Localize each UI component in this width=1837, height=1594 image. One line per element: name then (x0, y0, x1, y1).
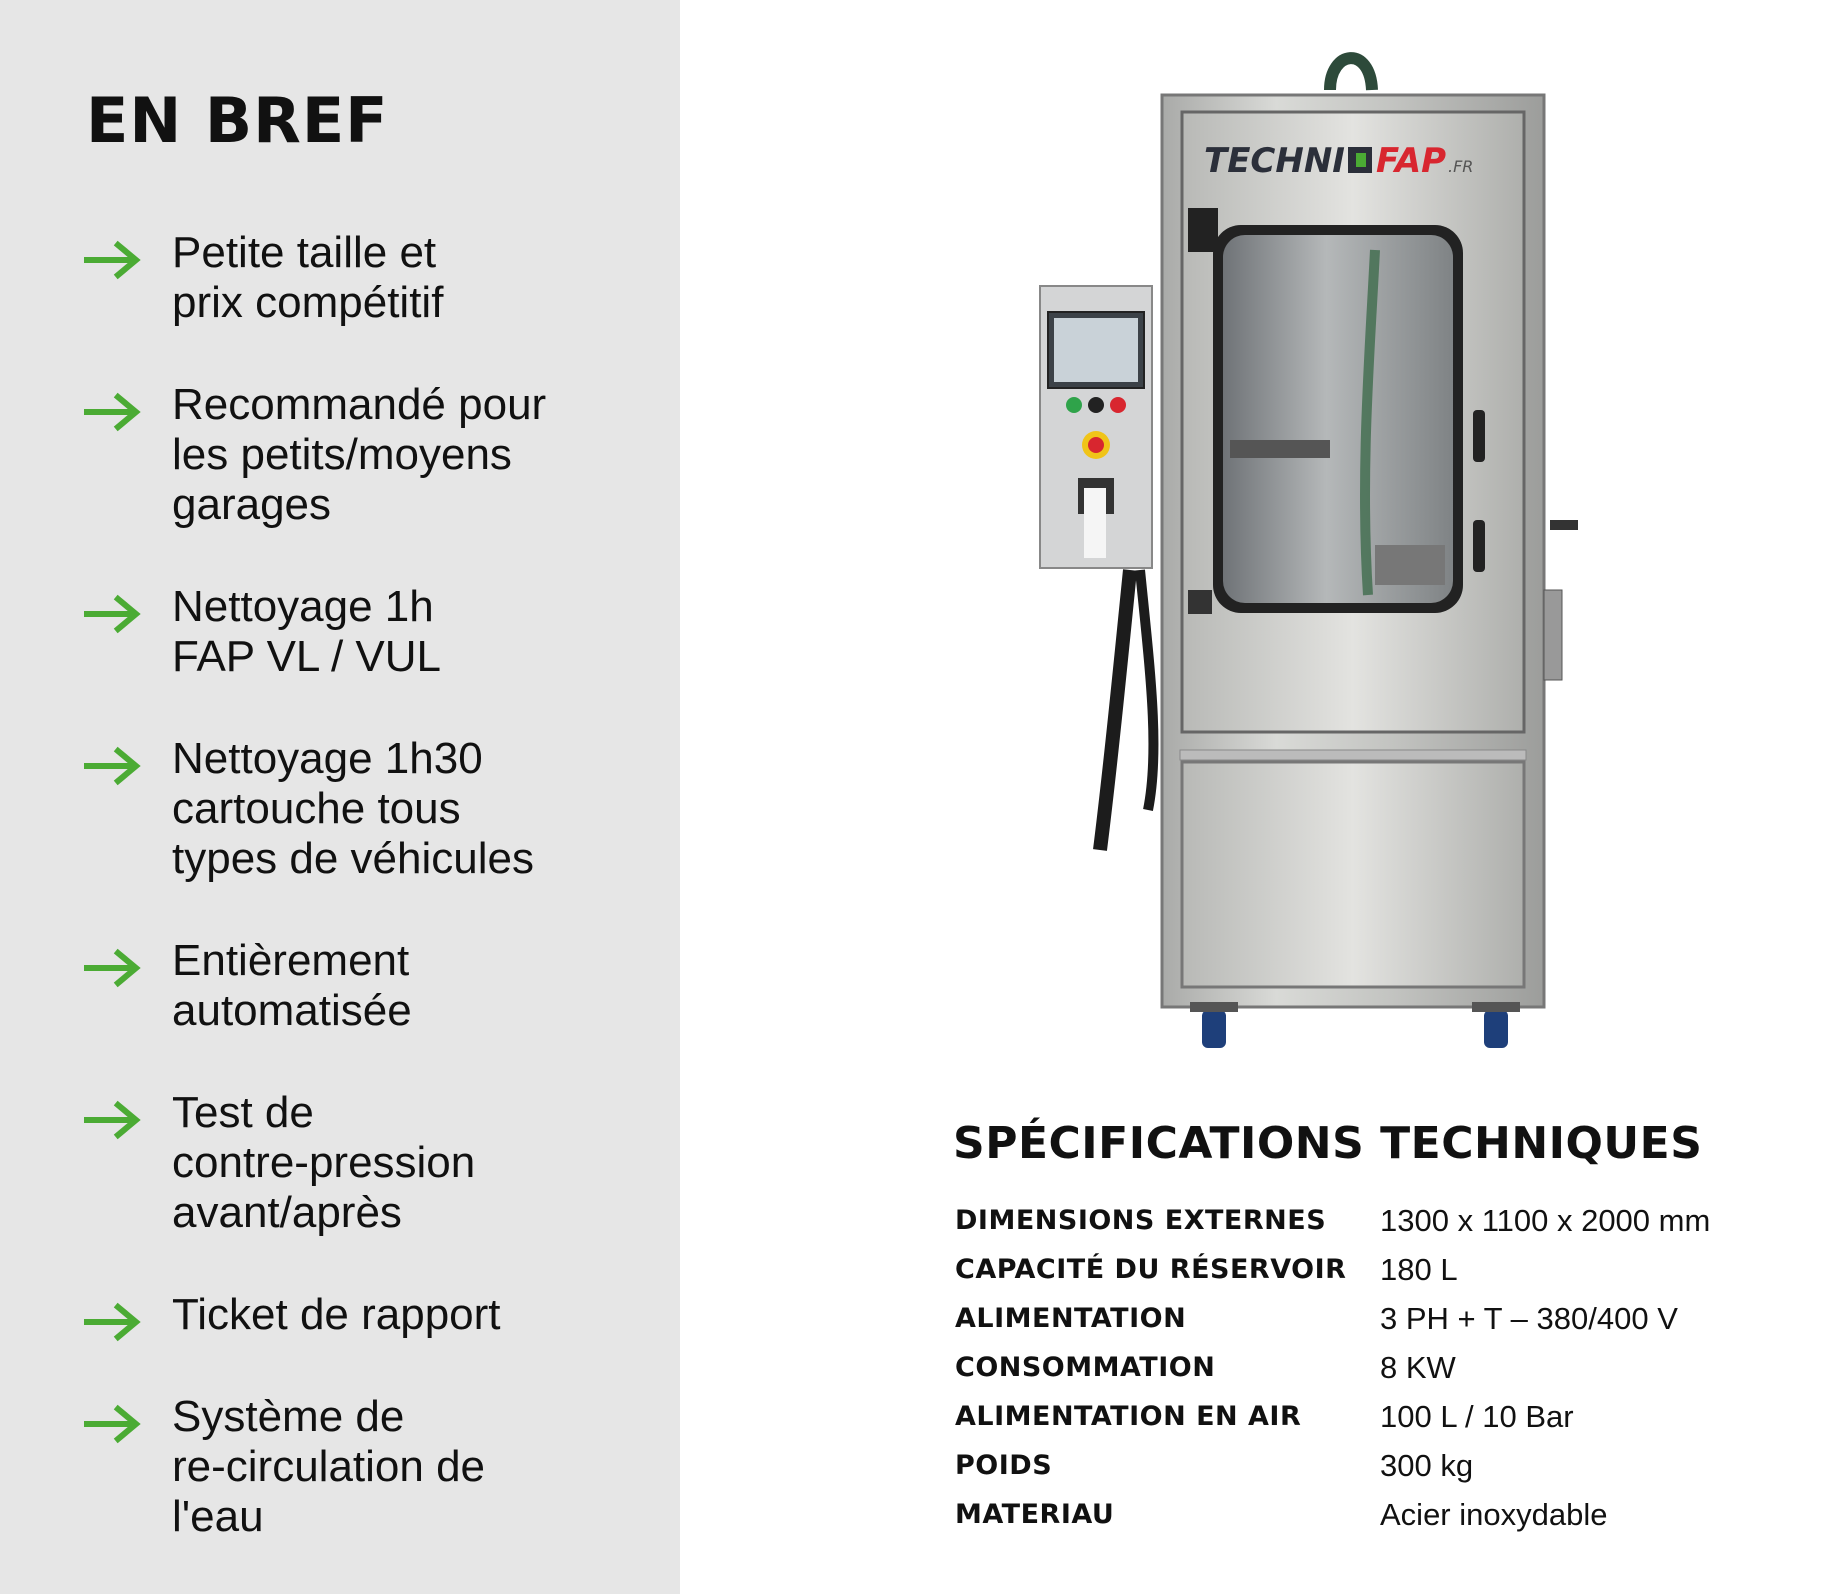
feature-item (84, 1290, 644, 1342)
feature-text: Test de contre-pression avant/après (172, 1088, 476, 1237)
feature-item (84, 228, 644, 328)
machine-image (1030, 50, 1590, 1070)
spec-row (955, 1245, 1795, 1294)
spec-row (955, 1196, 1795, 1245)
feature-text: Nettoyage 1h30 cartouche tous types de véhicules (172, 734, 534, 883)
feature-item (84, 1392, 644, 1542)
spec-value: 8 KW (1380, 1349, 1456, 1385)
spec-label: POIDS (955, 1450, 1053, 1481)
specs-title: SPÉCIFICATIONS TECHNIQUES (953, 1118, 1703, 1169)
spec-value: 1300 x 1100 x 2000 mm (1380, 1202, 1711, 1238)
arrow-right-icon (84, 392, 142, 432)
left-title: EN BREF (86, 84, 389, 157)
spec-row (955, 1392, 1795, 1441)
feature-item (84, 1088, 644, 1238)
spec-value: 100 L / 10 Bar (1380, 1398, 1574, 1434)
spec-label: ALIMENTATION EN AIR (955, 1401, 1302, 1432)
arrow-right-icon (84, 746, 142, 786)
arrow-right-icon (84, 240, 142, 280)
feature-text: Ticket de rapport (172, 1290, 501, 1339)
spec-value: Acier inoxydable (1380, 1496, 1608, 1532)
feature-item (84, 936, 644, 1036)
spec-row (955, 1343, 1795, 1392)
spec-label: CONSOMMATION (955, 1352, 1216, 1383)
spec-value: 180 L (1380, 1251, 1458, 1287)
arrow-right-icon (84, 948, 142, 988)
spec-row (955, 1441, 1795, 1490)
spec-label: MATERIAU (955, 1499, 1115, 1530)
spec-row (955, 1490, 1795, 1539)
arrow-right-icon (84, 1302, 142, 1342)
specs-table (955, 1196, 1795, 1539)
feature-text: Nettoyage 1h FAP VL / VUL (172, 582, 442, 681)
arrow-right-icon (84, 1100, 142, 1140)
spec-label: ALIMENTATION (955, 1303, 1187, 1334)
feature-item (84, 582, 644, 682)
feature-text: Recommandé pour les petits/moyens garages (172, 380, 547, 529)
brand-suffix: .FR (1448, 157, 1474, 176)
feature-text: Petite taille et prix compétitif (172, 228, 444, 327)
spec-label: CAPACITÉ DU RÉSERVOIR (955, 1254, 1347, 1285)
feature-item (84, 734, 644, 884)
brand-fap: FAP (1376, 141, 1447, 181)
feature-text: Entièrement automatisée (172, 936, 412, 1035)
arrow-right-icon (84, 1404, 142, 1444)
spec-label: DIMENSIONS EXTERNES (955, 1205, 1327, 1236)
cleaning-machine-illustration (1030, 50, 1590, 1070)
spec-row (955, 1294, 1795, 1343)
feature-item (84, 380, 644, 530)
feature-text: Système de re-circulation de l'eau (172, 1392, 486, 1541)
spec-value: 300 kg (1380, 1447, 1474, 1483)
spec-value: 3 PH + T – 380/400 V (1380, 1300, 1678, 1336)
brand-techni: TECHNI (1204, 141, 1345, 181)
arrow-right-icon (84, 594, 142, 634)
